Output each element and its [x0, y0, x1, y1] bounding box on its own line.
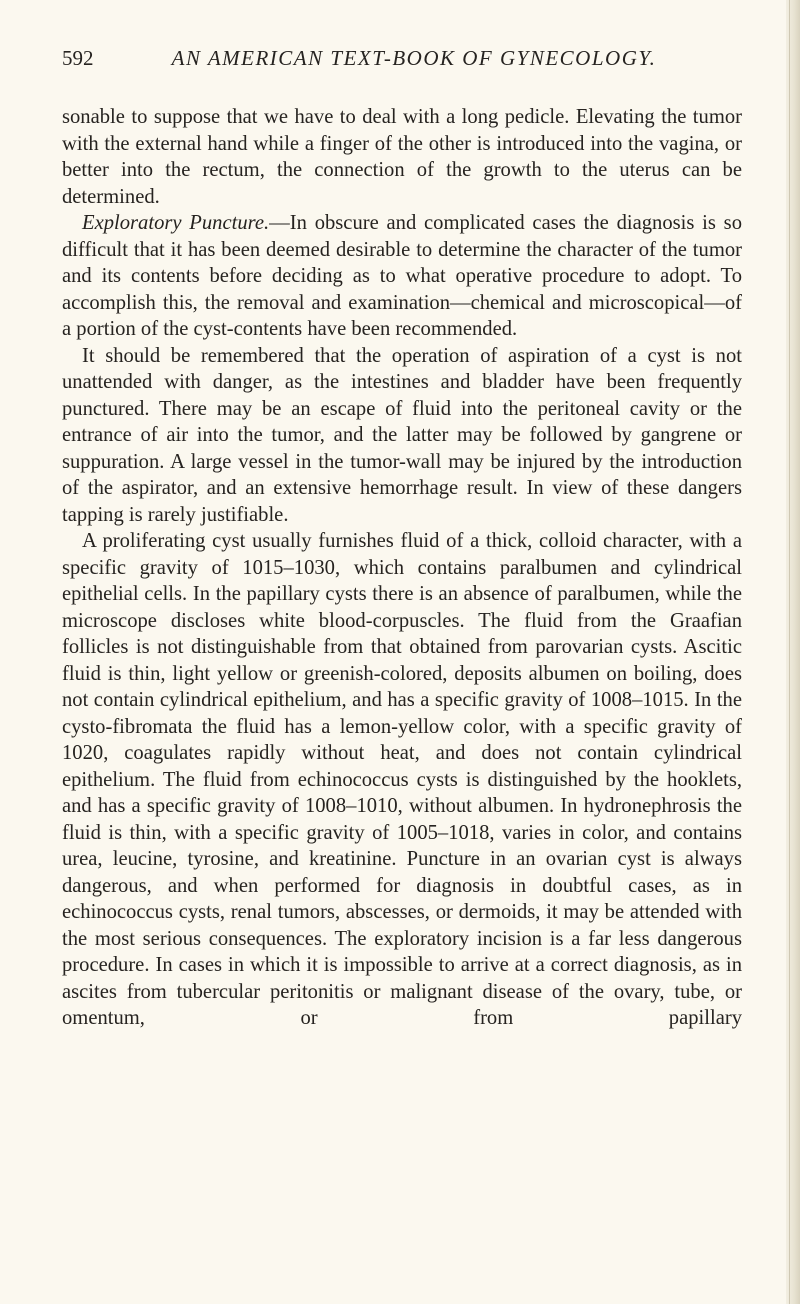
running-title: AN AMERICAN TEXT-BOOK OF GYNECOLOGY.	[171, 46, 657, 70]
paragraph-2-text: —In obscure and complicated cases the diagnosis is so difficult that it has been deemed desirable to determine the character of the tumor and its contents before deciding as to what operative procedure to adopt. To accomplish this, the removal and examination—chemical and microscopical—of a portion of the cyst-contents have been recommended.	[62, 212, 742, 340]
page-number: 592	[62, 46, 94, 70]
body-text	[62, 104, 742, 1032]
paragraph-3-text: It should be remembered that the operation of aspiration of a cyst is not unattended with danger, as the intestines and bladder have been frequently punctured. There may be an escape of fluid into the peritoneal cavity or the entrance of air into the tumor, and the latter may be followed by gangrene or suppuration. A large vessel in the tumor-wall may be injured by the introduction of the aspirator, and an extensive hemorrhage result. In view of these dangers tapping is rarely justifiable.	[62, 344, 742, 526]
paragraph-4-text: A proliferating cyst usually furnishes fluid of a thick, colloid character, with a specific gravity of 1015–1030, which contains paralbumen and cylindrical epithelial cells. In the papillary cysts there is an absence of paralbumen, while the microscope discloses white blood-corpuscles. The fluid from the Graafian follicles is not distinguishable from that obtained from parovarian cysts. Ascitic fluid is thin, light yellow or greenish-colored, deposits albumen on boiling, does not contain cylindrical epithelium, and has a specific gravity of 1008–1015. In the cysto-fibromata the fluid has a lemon-yellow color, with a specific gravity of 1020, coagulates rapidly without heat, and does not contain cylindrical epithelium. The fluid from echinococcus cysts is distinguished by the hooklets, and has a specific gravity of 1008–1010, without albumen. In hydronephrosis the fluid is thin, with a specific gravity of 1005–1018, varies in color, and contains urea, leucine, tyrosine, and kreatinine. Puncture in an ovarian cyst is always dangerous, and when performed for diagnosis in doubtful cases, as in echinococcus cysts, renal tumors, abscesses, or dermoids, it may be attended with the most serious consequences. The exploratory incision is a far less dangerous procedure. In cases in which it is impossible to arrive at a correct diagnosis, as in ascites from tubercular peritonitis or malignant disease of the ovary, tube, or omentum, or from papillary	[62, 530, 742, 1029]
page-edge	[786, 0, 800, 1304]
paragraph-2	[62, 210, 742, 343]
paragraph-1	[62, 104, 742, 210]
running-header	[62, 46, 742, 76]
paragraph-1-text: sonable to suppose that we have to deal with a long pedicle. Elevating the tumor with the external hand while a finger of the other is introduced into the vagina, or better into the rectum, the connection of the growth to the uterus can be determined.	[62, 106, 742, 208]
paragraph-4	[62, 528, 742, 1032]
paragraph-2-heading: Exploratory Puncture.	[82, 212, 270, 234]
paragraph-3	[62, 343, 742, 529]
